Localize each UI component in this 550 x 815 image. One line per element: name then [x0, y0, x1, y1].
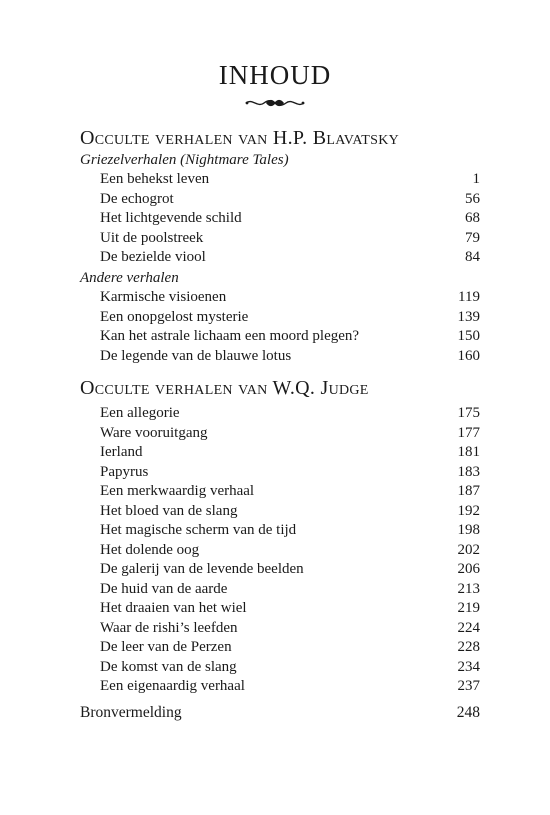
entry-list-andere-verhalen — [100, 288, 480, 366]
entry-title: Een allegorie — [100, 405, 180, 421]
entry-page: 119 — [458, 289, 480, 305]
entry-title: De legende van de blauwe lotus — [100, 347, 292, 364]
entry-title: Papyrus — [100, 463, 149, 480]
entry-page: 139 — [457, 308, 480, 325]
entry-page: 177 — [457, 424, 480, 441]
toc-entry[interactable] — [100, 308, 480, 328]
entry-title: De komst van de slang — [100, 658, 237, 675]
subheading-griezelverhalen: Griezelverhalen (Nightmare Tales) — [80, 152, 289, 168]
entry-title: De huid van de aarde — [100, 580, 228, 597]
entry-title: Een merkwaardig verhaal — [100, 483, 255, 499]
toc-entry[interactable] — [100, 482, 480, 502]
toc-entry[interactable] — [100, 599, 480, 619]
entry-list-judge — [100, 404, 480, 697]
entry-title: Uit de poolstreek — [100, 229, 204, 246]
toc-entry[interactable] — [100, 580, 480, 600]
entry-page: 79 — [465, 229, 480, 246]
entry-page: 237 — [457, 678, 480, 694]
toc-entry[interactable] — [100, 502, 480, 522]
entry-page: 68 — [465, 210, 480, 226]
entry-title: De bezielde viool — [100, 249, 206, 265]
entry-page: 198 — [457, 522, 480, 538]
entry-page: 219 — [457, 600, 480, 616]
entry-title: De leer van de Perzen — [100, 639, 232, 655]
toc-entry[interactable] — [100, 619, 480, 639]
entry-page: 56 — [465, 190, 480, 207]
page-title: INHOUD — [218, 60, 332, 90]
toc-entry[interactable] — [100, 424, 480, 444]
entry-page: 234 — [457, 658, 480, 675]
toc-entry[interactable] — [100, 229, 480, 249]
toc-entry[interactable] — [100, 327, 480, 347]
entry-page: 213 — [457, 580, 480, 597]
section-heading-judge: Occulte verhalen van W.Q. Judge — [80, 377, 369, 399]
toc-entry[interactable] — [100, 638, 480, 658]
toc-entry[interactable] — [100, 521, 480, 541]
entry-title: Karmische visioenen — [100, 289, 227, 305]
entry-title: Het lichtgevende schild — [100, 210, 242, 226]
toc-entry[interactable] — [100, 443, 480, 463]
entry-title: Ware vooruitgang — [100, 424, 208, 441]
toc-entry[interactable] — [100, 541, 480, 561]
entry-page: 192 — [457, 502, 480, 519]
entry-page: 248 — [456, 704, 480, 721]
entry-page: 202 — [457, 541, 480, 558]
entry-title: Een onopgelost mysterie — [100, 308, 249, 325]
toc-entry[interactable] — [100, 347, 480, 367]
entry-title: Een behekst leven — [100, 171, 210, 187]
entry-page: 150 — [457, 328, 480, 344]
entry-page: 224 — [457, 619, 480, 636]
entry-page: 187 — [457, 483, 480, 499]
entry-title: Ierland — [100, 444, 143, 460]
entry-title: Het dolende oog — [100, 541, 200, 558]
toc-entry-bronvermelding[interactable] — [80, 703, 480, 723]
entry-page: 206 — [457, 561, 480, 577]
toc-entry[interactable] — [100, 170, 480, 190]
entry-page: 228 — [457, 639, 480, 655]
entry-page: 175 — [457, 405, 480, 421]
entry-page: 84 — [465, 249, 480, 265]
entry-page: 160 — [457, 347, 480, 364]
entry-title: Het draaien van het wiel — [100, 600, 247, 616]
entry-list-griezelverhalen — [100, 170, 480, 268]
toc-entry[interactable] — [100, 658, 480, 678]
toc-entry[interactable] — [100, 190, 480, 210]
entry-title: Het bloed van de slang — [100, 502, 238, 519]
entry-page: 181 — [457, 444, 480, 460]
fleuron-divider-icon — [244, 97, 306, 109]
toc-entry[interactable] — [100, 288, 480, 308]
entry-title: Bronvermelding — [80, 704, 182, 721]
entry-page: 183 — [457, 463, 480, 480]
entry-title: Kan het astrale lichaam een moord plegen? — [100, 328, 360, 344]
entry-page: 1 — [472, 171, 480, 187]
toc-entry[interactable] — [100, 677, 480, 697]
entry-title: De galerij van de levende beelden — [100, 561, 304, 577]
toc-entry[interactable] — [100, 404, 480, 424]
toc-entry[interactable] — [100, 209, 480, 229]
toc-entry[interactable] — [100, 463, 480, 483]
entry-title: Een eigenaardig verhaal — [100, 678, 245, 694]
entry-title: Het magische scherm van de tijd — [100, 522, 297, 538]
subheading-andere-verhalen: Andere verhalen — [80, 270, 179, 286]
entry-title: De echogrot — [100, 190, 174, 207]
toc-entry[interactable] — [100, 248, 480, 268]
entry-title: Waar de rishi’s leefden — [100, 619, 238, 636]
section-heading-blavatsky: Occulte verhalen van H.P. Blavatsky — [80, 127, 400, 149]
toc-entry[interactable] — [100, 560, 480, 580]
